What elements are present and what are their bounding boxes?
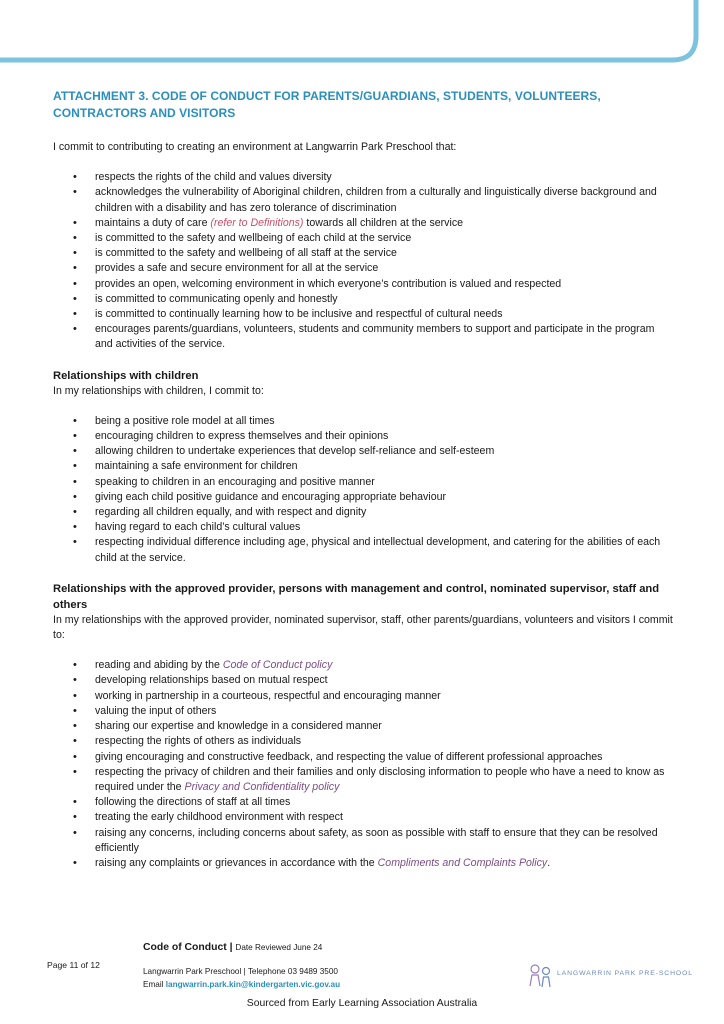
- children-section-intro: In my relationships with children, I commit to:: [53, 384, 264, 397]
- list-item: • encourages parents/guardians, volunteers, students and community members to support and participate in the program and activities of the service.: [53, 322, 673, 352]
- list-item: • is committed to the safety and wellbeing of each child at the service: [53, 231, 673, 246]
- list-item: • raising any complaints or grievances in accordance with the Compliments and Complaints Policy.: [53, 856, 673, 871]
- page-number: Page 11 of 12: [47, 960, 100, 970]
- list-item: • developing relationships based on mutual respect: [53, 673, 673, 688]
- provider-section-intro: In my relationships with the approved provider, nominated supervisor, staff, other parents/guardians, volunteers and visitors I commit to:: [53, 613, 673, 642]
- list-item: • respecting the rights of others as individuals: [53, 734, 673, 749]
- list-item: • respects the rights of the child and values diversity: [53, 170, 673, 185]
- footer-contact-line: Langwarrin Park Preschool | Telephone 03 9489 3500: [143, 967, 338, 976]
- list-item: • allowing children to undertake experiences that develop self-reliance and self-esteem: [53, 444, 673, 459]
- footer-title-text: Code of Conduct: [143, 942, 227, 953]
- intro-paragraph: I commit to contributing to creating an environment at Langwarrin Park Preschool that:: [53, 141, 457, 153]
- footer-email-link[interactable]: langwarrin.park.kin@kindergarten.vic.gov.au: [165, 980, 341, 989]
- list-item: • raising any concerns, including concerns about safety, as soon as possible with staff to ensure that they can be resolved efficiently: [53, 826, 673, 856]
- list-item: • provides a safe and secure environment for all at the service: [53, 261, 673, 276]
- list-item: • respecting individual difference including age, physical and intellectual development, and catering for the abilities of each child at the service.: [53, 535, 673, 565]
- policy-reference-link[interactable]: Code of Conduct policy: [222, 659, 333, 672]
- list-item: • giving each child positive guidance and encouraging appropriate behaviour: [53, 490, 673, 505]
- footer-email-line: [143, 978, 340, 991]
- footer-source: Sourced from Early Learning Association Australia: [246, 998, 478, 1009]
- list-item: • following the directions of staff at all times: [53, 795, 673, 810]
- list-item: • maintaining a safe environment for children: [53, 459, 673, 474]
- footer-separator: |: [229, 942, 233, 953]
- list-item: • maintains a duty of care (refer to Definitions) towards all children at the service: [53, 216, 673, 231]
- list-item: • reading and abiding by the Code of Conduct policy: [53, 658, 673, 673]
- page-footer: [0, 940, 724, 1024]
- list-item: • sharing our expertise and knowledge in a considered manner: [53, 719, 673, 734]
- list-item: • provides an open, welcoming environment in which everyone’s contribution is valued and respected: [53, 277, 673, 292]
- list-item: • acknowledges the vulnerability of Aboriginal children, children from a culturally and linguistically diverse background and children with a disability and has zero tolerance of discrimination: [53, 185, 673, 215]
- environment-commitments-list: [53, 170, 673, 352]
- list-item: • working in partnership in a courteous, respectful and encouraging manner: [53, 689, 673, 704]
- attachment-title: ATTACHMENT 3. CODE OF CONDUCT FOR PARENTS/GUARDIANS, STUDENTS, VOLUNTEERS, CONTRACTORS AND VISITORS: [53, 89, 601, 120]
- list-item: • is committed to the safety and wellbeing of all staff at the service: [53, 246, 673, 261]
- list-item: • respecting the privacy of children and their families and only disclosing information to people who have a need to know as required under the Privacy and Confidentiality policy: [53, 765, 673, 795]
- policy-reference-link[interactable]: Compliments and Complaints Policy: [377, 856, 548, 869]
- footer-date-reviewed: Date Reviewed June 24: [235, 943, 323, 952]
- logo-wordmark: LANGWARRIN PARK PRE-SCHOOL: [557, 970, 693, 977]
- list-item: • is committed to continually learning how to be inclusive and respectful of cultural needs: [53, 307, 673, 322]
- page-border-decoration: [0, 0, 724, 64]
- list-item: • speaking to children in an encouraging and positive manner: [53, 475, 673, 490]
- list-item: • encouraging children to express themselves and their opinions: [53, 429, 673, 444]
- list-item: • being a positive role model at all times: [53, 414, 673, 429]
- footer-doc-title: [143, 942, 322, 953]
- list-item: • treating the early childhood environment with respect: [53, 810, 673, 825]
- policy-reference-link[interactable]: (refer to Definitions): [210, 216, 304, 229]
- list-item: • regarding all children equally, and with respect and dignity: [53, 505, 673, 520]
- list-item: • giving encouraging and constructive feedback, and respecting the value of different professional approaches: [53, 750, 673, 765]
- children-commitments-list: [53, 414, 673, 566]
- children-figures-icon: [527, 962, 555, 990]
- preschool-logo: [527, 962, 693, 990]
- children-section-heading: Relationships with children: [53, 369, 199, 382]
- policy-reference-link[interactable]: Privacy and Confidentiality policy: [184, 780, 340, 793]
- provider-commitments-list: [53, 658, 673, 871]
- list-item: • having regard to each child’s cultural values: [53, 520, 673, 535]
- provider-section-heading: Relationships with the approved provider, persons with management and control, nominated supervisor, staff and others: [53, 582, 660, 611]
- footer-contact: [143, 965, 340, 991]
- list-item: • is committed to communicating openly and honestly: [53, 292, 673, 307]
- document-body: [53, 88, 673, 871]
- footer-email-label: Email: [143, 980, 166, 989]
- list-item: • valuing the input of others: [53, 704, 673, 719]
